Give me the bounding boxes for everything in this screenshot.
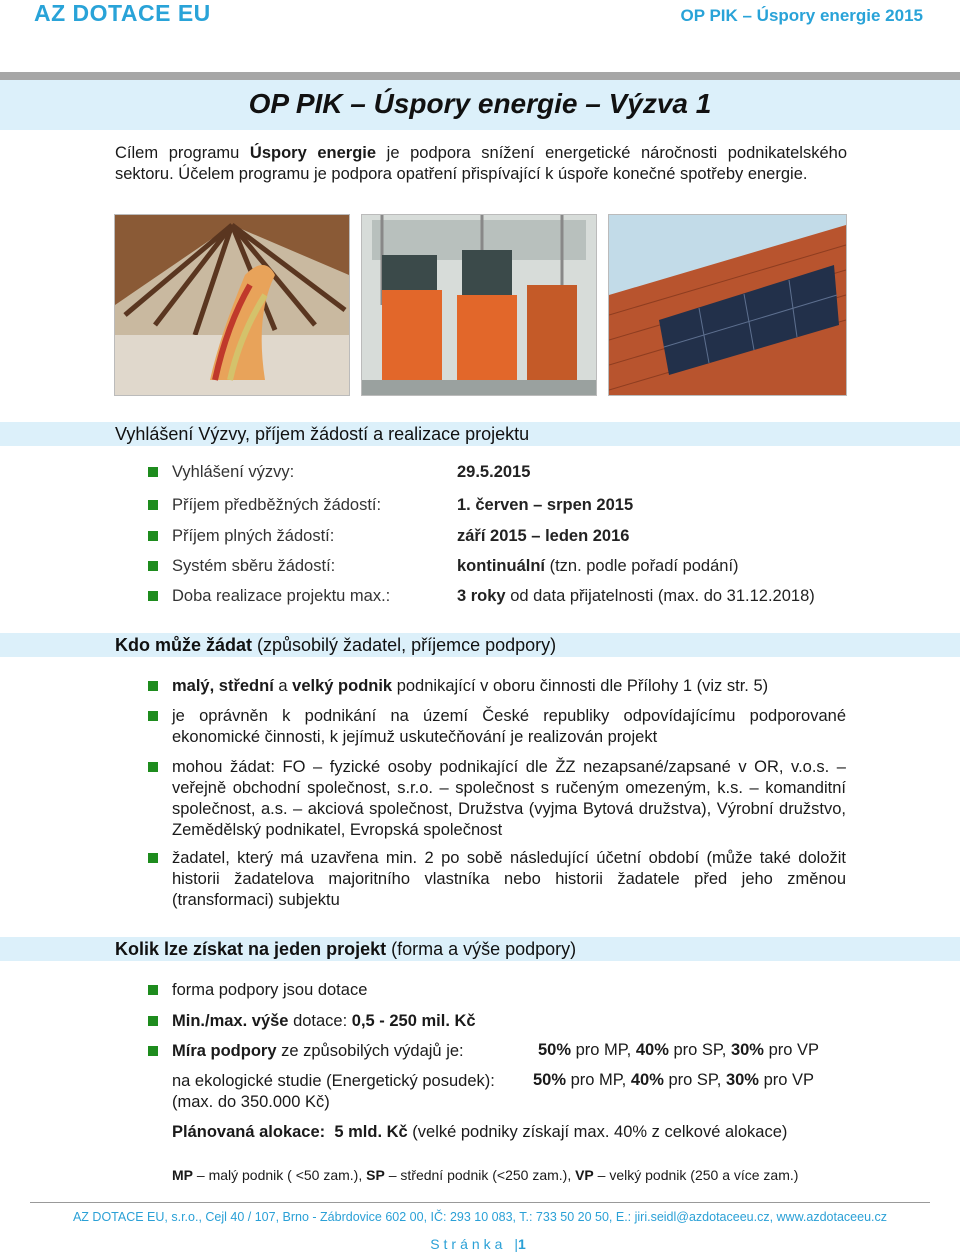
page-title: OP PIK – Úspory energie – Výzva 1 bbox=[248, 88, 712, 119]
footer-contact: AZ DOTACE EU, s.r.o., Cejl 40 / 107, Brno - Zábrdovice 602 00, IČ: 293 10 083, T.: 733 50 20 50, E.: jiri.seidl@azdotaceeu.cz, www.azdotaceeu.cz bbox=[72, 1210, 888, 1224]
brand-logo-text: AZ DOTACE EU bbox=[34, 0, 211, 26]
bullet-icon bbox=[148, 853, 158, 863]
row-value: září 2015 – leden 2016 bbox=[457, 527, 630, 545]
bullet-icon bbox=[148, 1046, 158, 1056]
eco-study-max: (max. do 350.000 Kč) bbox=[172, 1093, 330, 1111]
row-label: Vyhlášení výzvy: bbox=[172, 463, 295, 481]
row-value: 3 roky od data přijatelnosti (max. do 31.12.2018) bbox=[457, 587, 815, 605]
amount-item: forma podpory jsou dotace bbox=[172, 981, 368, 999]
header-divider bbox=[0, 72, 960, 80]
footer-divider bbox=[30, 1202, 930, 1203]
eligibility-item: je oprávněn k podnikání na území České republiky odpovídajícímu podporované ekonomické činnosti, k jejímuž uskutečňování je realizován projekt bbox=[172, 707, 846, 746]
eco-study-values: 50% pro MP, 40% pro SP, 30% pro VP bbox=[533, 1071, 815, 1089]
bullet-icon bbox=[148, 681, 158, 691]
section-title-amount: Kolik lze získat na jeden projekt (forma a výše podpory) bbox=[115, 939, 577, 959]
bullet-icon bbox=[148, 467, 158, 477]
eligibility-item: žadatel, který má uzavřena min. 2 po sobě následující účetní období (může také doložit historii žadatelova majoritního vlastníka nebo historii žadatele před jeho změnou (transformaci) subjektu bbox=[172, 849, 846, 909]
eco-study-label: na ekologické studie (Energetický posudek): bbox=[172, 1072, 495, 1090]
support-rate-values: 50% pro MP, 40% pro SP, 30% pro VP bbox=[538, 1041, 820, 1059]
page-number: Stránka |1 bbox=[430, 1236, 530, 1252]
bullet-icon bbox=[148, 500, 158, 510]
bullet-icon bbox=[148, 591, 158, 601]
bullet-icon bbox=[148, 531, 158, 541]
amount-item: Min./max. výše dotace: 0,5 - 250 mil. Kč bbox=[172, 1012, 476, 1030]
bullet-icon bbox=[148, 711, 158, 721]
row-label: Příjem předběžných žádostí: bbox=[172, 496, 382, 514]
row-value: 29.5.2015 bbox=[457, 463, 531, 481]
bullet-icon bbox=[148, 762, 158, 772]
bullet-icon bbox=[148, 985, 158, 995]
bullet-icon bbox=[148, 1016, 158, 1026]
section-title-eligibility: Kdo může žádat (způsobilý žadatel, příjemce podpory) bbox=[115, 635, 557, 655]
attic-money-photo bbox=[114, 214, 350, 396]
solar-roof-photo bbox=[608, 214, 847, 396]
row-label: Systém sběru žádostí: bbox=[172, 557, 336, 575]
row-label: Doba realizace projektu max.: bbox=[172, 587, 391, 605]
support-rate-label: Míra podpory ze způsobilých výdajů je: bbox=[172, 1042, 464, 1060]
planned-allocation: Plánovaná alokace: 5 mld. Kč (velké podniky získají max. 40% z celkové alokace) bbox=[172, 1123, 788, 1141]
abbreviations-note: MP – malý podnik ( <50 zam.), SP – střední podnik (<250 zam.), VP – velký podnik (250 a více zam.) bbox=[172, 1167, 799, 1183]
eligibility-item: mohou žádat: FO – fyzické osoby podnikající dle ŽZ nezapsané/zapsané v OR, v.o.s. – veřejně obchodní společnost, s.r.o. – společnost s ručeným omezeným, k.s. – komanditní společnost, a.s. – akciová společnost, Družstva (vyjma Bytová družstva), Výrobní družstvo, Zemědělský podnikatel, Evropská společnost bbox=[172, 758, 846, 839]
boiler-room-photo bbox=[361, 214, 597, 396]
section-title-call: Vyhlášení Výzvy, příjem žádostí a realizace projektu bbox=[115, 424, 530, 444]
row-value: 1. červen – srpen 2015 bbox=[457, 496, 634, 514]
header-right-title: OP PIK – Úspory energie 2015 bbox=[680, 6, 923, 25]
eligibility-item: malý, střední a velký podnik podnikající v oboru činnosti dle Přílohy 1 (viz str. 5) bbox=[172, 677, 769, 695]
bullet-icon bbox=[148, 561, 158, 571]
row-label: Příjem plných žádostí: bbox=[172, 527, 335, 545]
intro-paragraph: Cílem programu Úspory energie je podpora snížení energetické náročnosti podnikatelského sektoru. Účelem programu je podpora opatření přispívající k úspoře konečné spotřeby energie. bbox=[115, 144, 847, 183]
row-value: kontinuální (tzn. podle pořadí podání) bbox=[457, 557, 739, 575]
